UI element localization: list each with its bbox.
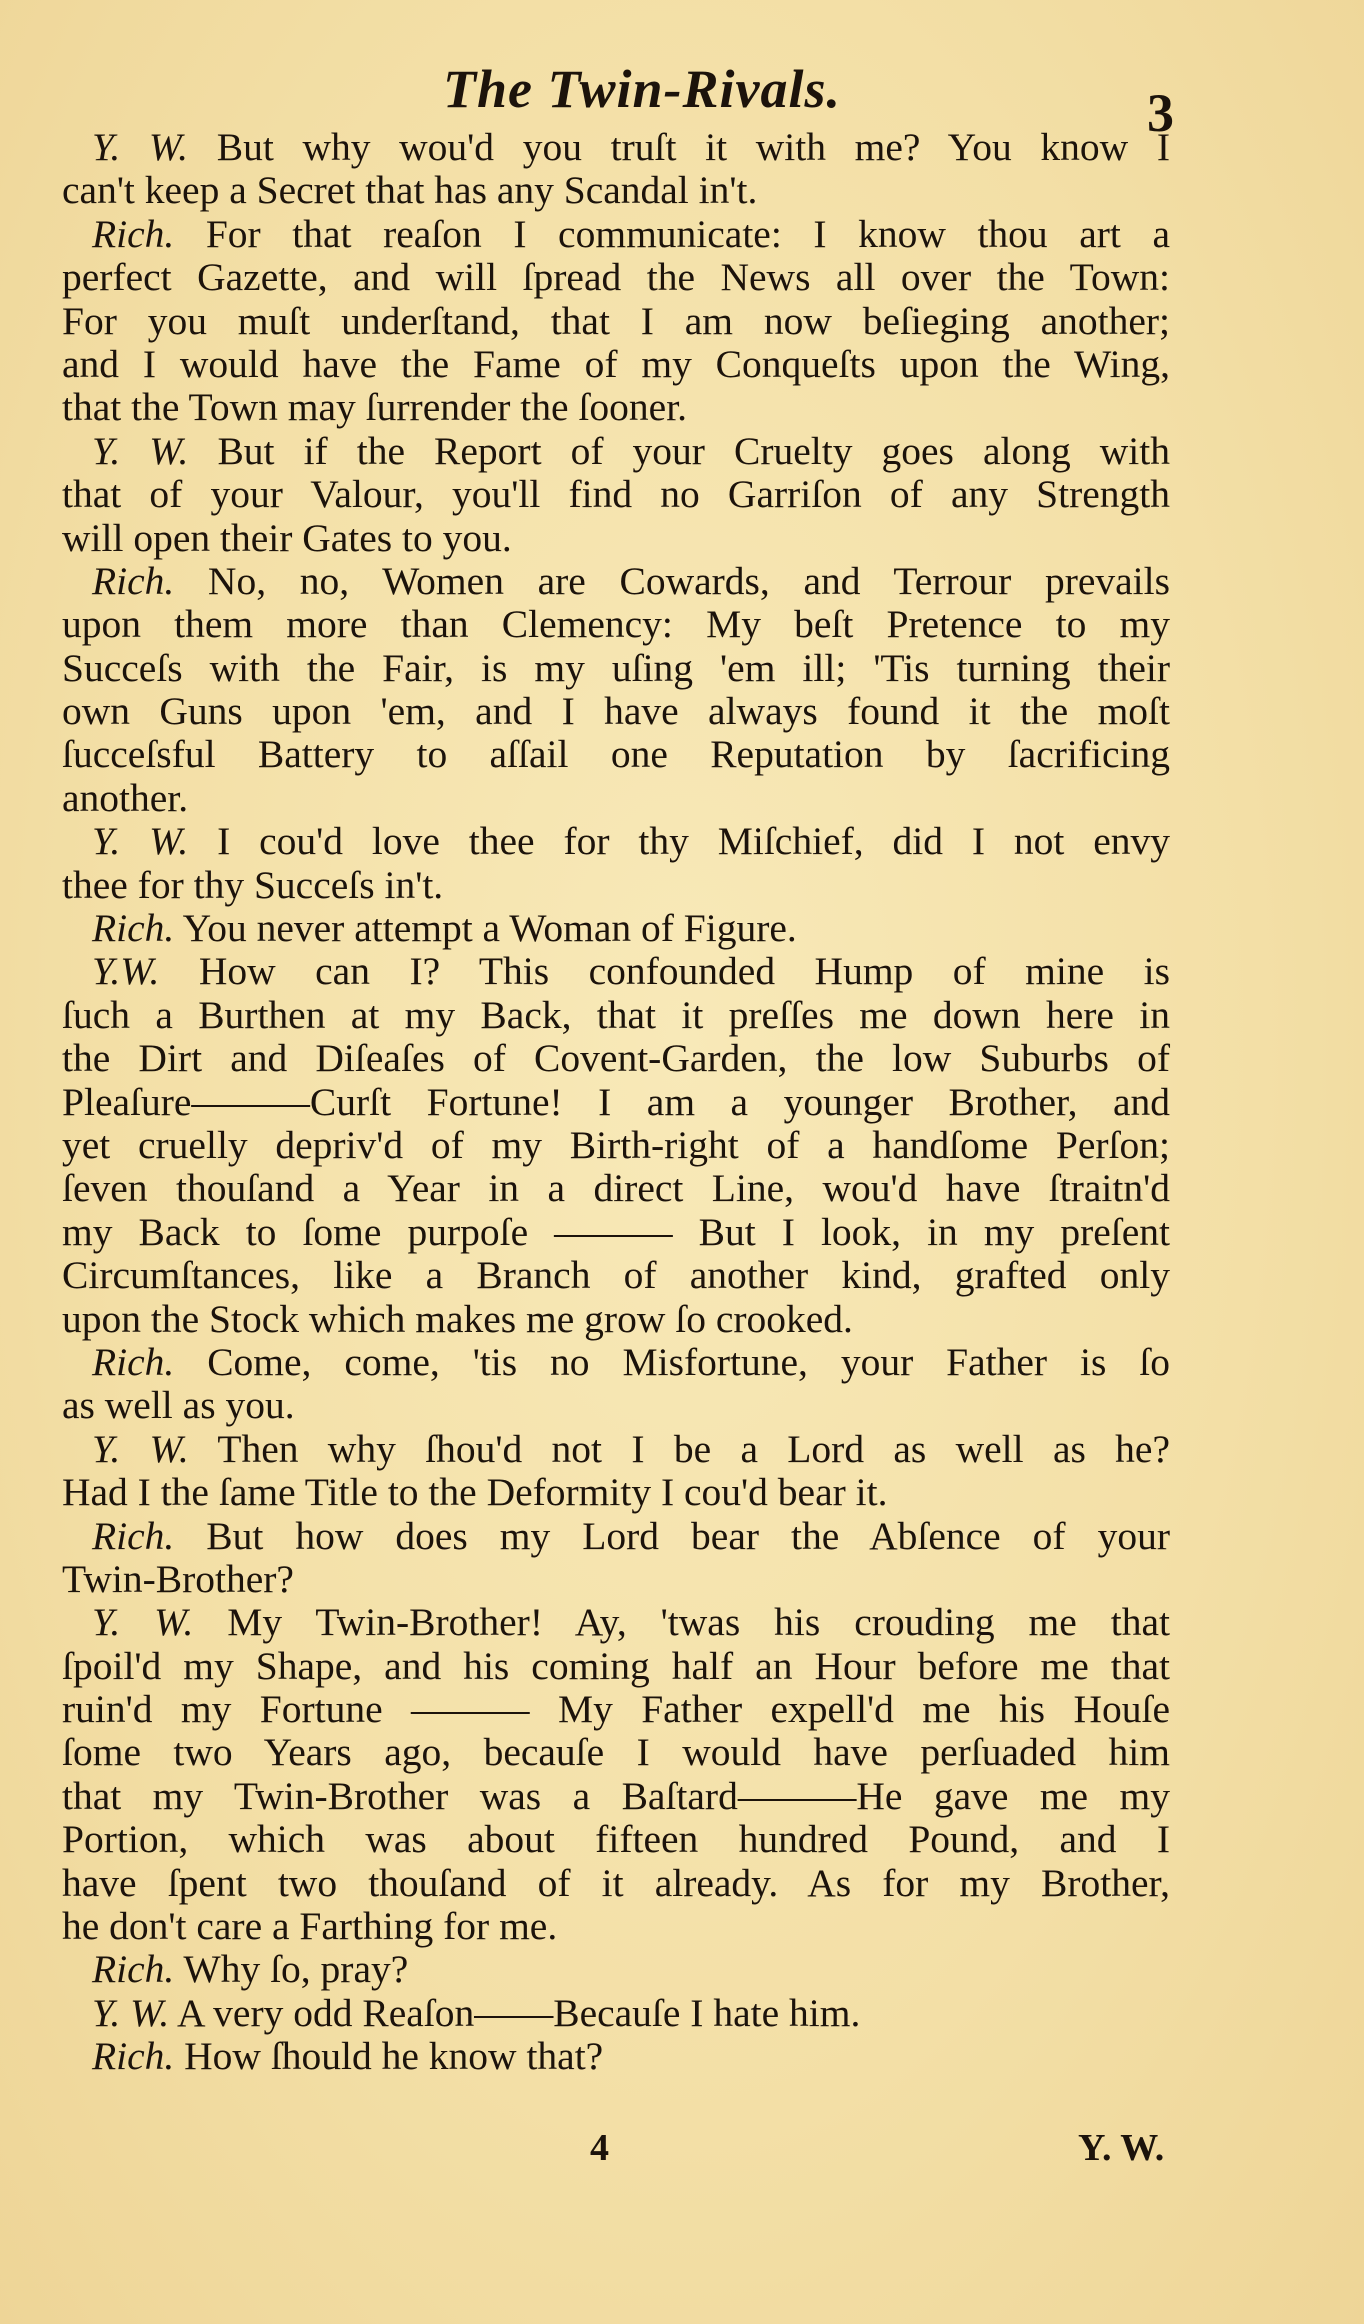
- speaker-name: Y. W.: [92, 1426, 189, 1471]
- text-line: [62, 1037, 1170, 1080]
- text-line: [62, 1601, 1170, 1644]
- text-line: [62, 603, 1170, 646]
- text-line: [62, 820, 1170, 863]
- line-text: Pleaſure———Curſt Fortune! I am a younger Brother, and: [62, 1079, 1170, 1124]
- line-text: ſpoil'd my Shape, and his coming half an Hour before me that: [62, 1643, 1170, 1688]
- speaker-name: Rich.: [92, 2034, 175, 2079]
- line-text: Twin-Brother?: [62, 1556, 294, 1601]
- line-text: upon them more than Clemency: My beſt Pretence to my: [62, 602, 1170, 647]
- text-line: [62, 1905, 1170, 1948]
- text-line: [62, 1688, 1170, 1731]
- line-text: How can I? This confounded Hump of mine is: [159, 949, 1170, 994]
- line-text: will open their Gates to you.: [62, 515, 512, 560]
- line-text: Succeſs with the Fair, is my uſing 'em ill; 'Tis turning their: [62, 645, 1170, 690]
- line-text: the Dirt and Diſeaſes of Covent-Garden, the low Suburbs of: [62, 1036, 1170, 1081]
- line-text: that the Town may ſurrender the ſooner.: [62, 385, 688, 430]
- text-line: [62, 1558, 1170, 1601]
- text-line: [62, 1515, 1170, 1558]
- speaker-name: Rich.: [92, 211, 175, 256]
- text-line: [62, 1645, 1170, 1688]
- line-text: and I would have the Fame of my Conqueſts upon the Wing,: [62, 341, 1170, 386]
- line-text: upon the Stock which makes me grow ſo crooked.: [62, 1296, 853, 1341]
- line-text: my Back to ſome purpoſe ——— But I look, in my preſent: [62, 1209, 1170, 1254]
- line-text: My Twin-Brother! Ay, 'twas his crouding me that: [193, 1600, 1170, 1645]
- speaker-name: Y. W.: [92, 819, 189, 864]
- text-line: [62, 1818, 1170, 1861]
- text-line: [62, 473, 1170, 516]
- line-text: have ſpent two thouſand of it already. As for my Brother,: [62, 1860, 1170, 1905]
- running-title: The Twin-Rivals.: [442, 59, 841, 119]
- text-line: [62, 1862, 1170, 1905]
- signature-mark: 4: [590, 2127, 609, 2169]
- line-text: own Guns upon 'em, and I have always found it the moſt: [62, 689, 1170, 734]
- text-line: [62, 950, 1170, 993]
- line-text: thee for thy Succeſs in't.: [62, 862, 444, 907]
- text-line: [62, 2035, 1170, 2078]
- line-text: But if the Report of your Cruelty goes along with: [188, 428, 1170, 473]
- text-line: [62, 1254, 1170, 1297]
- text-line: [62, 1124, 1170, 1167]
- page-number: 3: [1147, 83, 1174, 143]
- text-line: [62, 1948, 1170, 1991]
- line-text: he don't care a Farthing for me.: [62, 1904, 558, 1949]
- speaker-name: Rich.: [92, 906, 175, 951]
- text-line: [62, 1298, 1170, 1341]
- text-line: [62, 1167, 1170, 1210]
- dialogue-text: [62, 126, 1170, 2079]
- text-line: [62, 386, 1170, 429]
- speaker-name: Y. W.: [92, 1600, 194, 1645]
- text-line: [62, 1428, 1170, 1471]
- speaker-name: Y.W.: [92, 949, 160, 994]
- line-text: ſome two Years ago, becauſe I would have perſuaded him: [62, 1730, 1170, 1775]
- line-text: Come, come, 'tis no Misfortune, your Father is ſo: [174, 1339, 1170, 1384]
- line-text: For that reaſon I communicate: I know thou art a: [174, 211, 1170, 256]
- text-line: [62, 126, 1170, 169]
- text-line: [62, 864, 1170, 907]
- speaker-name: Rich.: [92, 1513, 175, 1558]
- speaker-name: Y. W.: [92, 428, 189, 473]
- speaker-name: Y. W.: [92, 1990, 170, 2035]
- line-text: Then why ſhou'd not I be a Lord as well as he?: [188, 1426, 1170, 1471]
- line-text: Circumſtances, like a Branch of another kind, grafted only: [62, 1253, 1170, 1298]
- catchword: Y. W.: [1078, 2127, 1165, 2169]
- line-text: ſucceſsful Battery to aſſail one Reputation by ſacrificing: [62, 732, 1170, 777]
- page-footer: [0, 2126, 1364, 2176]
- text-line: [62, 1211, 1170, 1254]
- text-line: [62, 343, 1170, 386]
- text-line: [62, 430, 1170, 473]
- line-text: that of your Valour, you'll find no Garriſon of any Strength: [62, 472, 1170, 517]
- line-text: I cou'd love thee for thy Miſchief, did I not envy: [188, 819, 1170, 864]
- line-text: yet cruelly depriv'd of my Birth-right of a handſome Perſon;: [62, 1122, 1170, 1167]
- line-text: as well as you.: [62, 1383, 295, 1428]
- text-line: [62, 1081, 1170, 1124]
- text-line: [62, 256, 1170, 299]
- line-text: You never attempt a Woman of Figure.: [174, 906, 797, 951]
- line-text: Portion, which was about fifteen hundred Pound, and I: [62, 1817, 1170, 1862]
- speaker-name: Rich.: [92, 1339, 175, 1384]
- text-line: [62, 647, 1170, 690]
- line-text: Why ſo, pray?: [174, 1947, 409, 1992]
- line-text: that my Twin-Brother was a Baſtard———He gave me my: [62, 1773, 1170, 1818]
- text-line: [62, 517, 1170, 560]
- speaker-name: Rich.: [92, 1947, 175, 1992]
- text-line: [62, 1341, 1170, 1384]
- line-text: perfect Gazette, and will ſpread the News all over the Town:: [62, 255, 1170, 300]
- text-line: [62, 994, 1170, 1037]
- text-line: [62, 300, 1170, 343]
- line-text: can't keep a Secret that has any Scandal in't.: [62, 168, 758, 213]
- speaker-name: Rich.: [92, 558, 175, 603]
- text-line: [62, 1775, 1170, 1818]
- line-text: ruin'd my Fortune ——— My Father expell'd me his Houſe: [62, 1687, 1170, 1732]
- line-text: Had I the ſame Title to the Deformity I cou'd bear it.: [62, 1470, 888, 1515]
- line-text: No, no, Women are Cowards, and Terrour prevails: [174, 558, 1170, 603]
- line-text: ſeven thouſand a Year in a direct Line, wou'd have ſtraitn'd: [62, 1166, 1170, 1211]
- text-line: [62, 907, 1170, 950]
- line-text: But how does my Lord bear the Abſence of your: [174, 1513, 1170, 1558]
- text-line: [62, 169, 1170, 212]
- line-text: How ſhould he know that?: [174, 2034, 604, 2079]
- text-line: [62, 1731, 1170, 1774]
- text-line: [62, 213, 1170, 256]
- running-head: [0, 58, 1364, 143]
- text-line: [62, 733, 1170, 776]
- line-text: ſuch a Burthen at my Back, that it preſſes me down here in: [62, 992, 1170, 1037]
- speaker-name: Y. W.: [92, 125, 189, 169]
- line-text: A very odd Reaſon——Becauſe I hate him.: [169, 1990, 861, 2035]
- line-text: another.: [62, 775, 189, 820]
- text-line: [62, 690, 1170, 733]
- text-line: [62, 1471, 1170, 1514]
- text-line: [62, 1992, 1170, 2035]
- line-text: For you muſt underſtand, that I am now beſieging another;: [62, 298, 1170, 343]
- text-line: [62, 1384, 1170, 1427]
- text-line: [62, 560, 1170, 603]
- line-text: But why wou'd you truſt it with me? You know I: [188, 125, 1170, 169]
- text-line: [62, 777, 1170, 820]
